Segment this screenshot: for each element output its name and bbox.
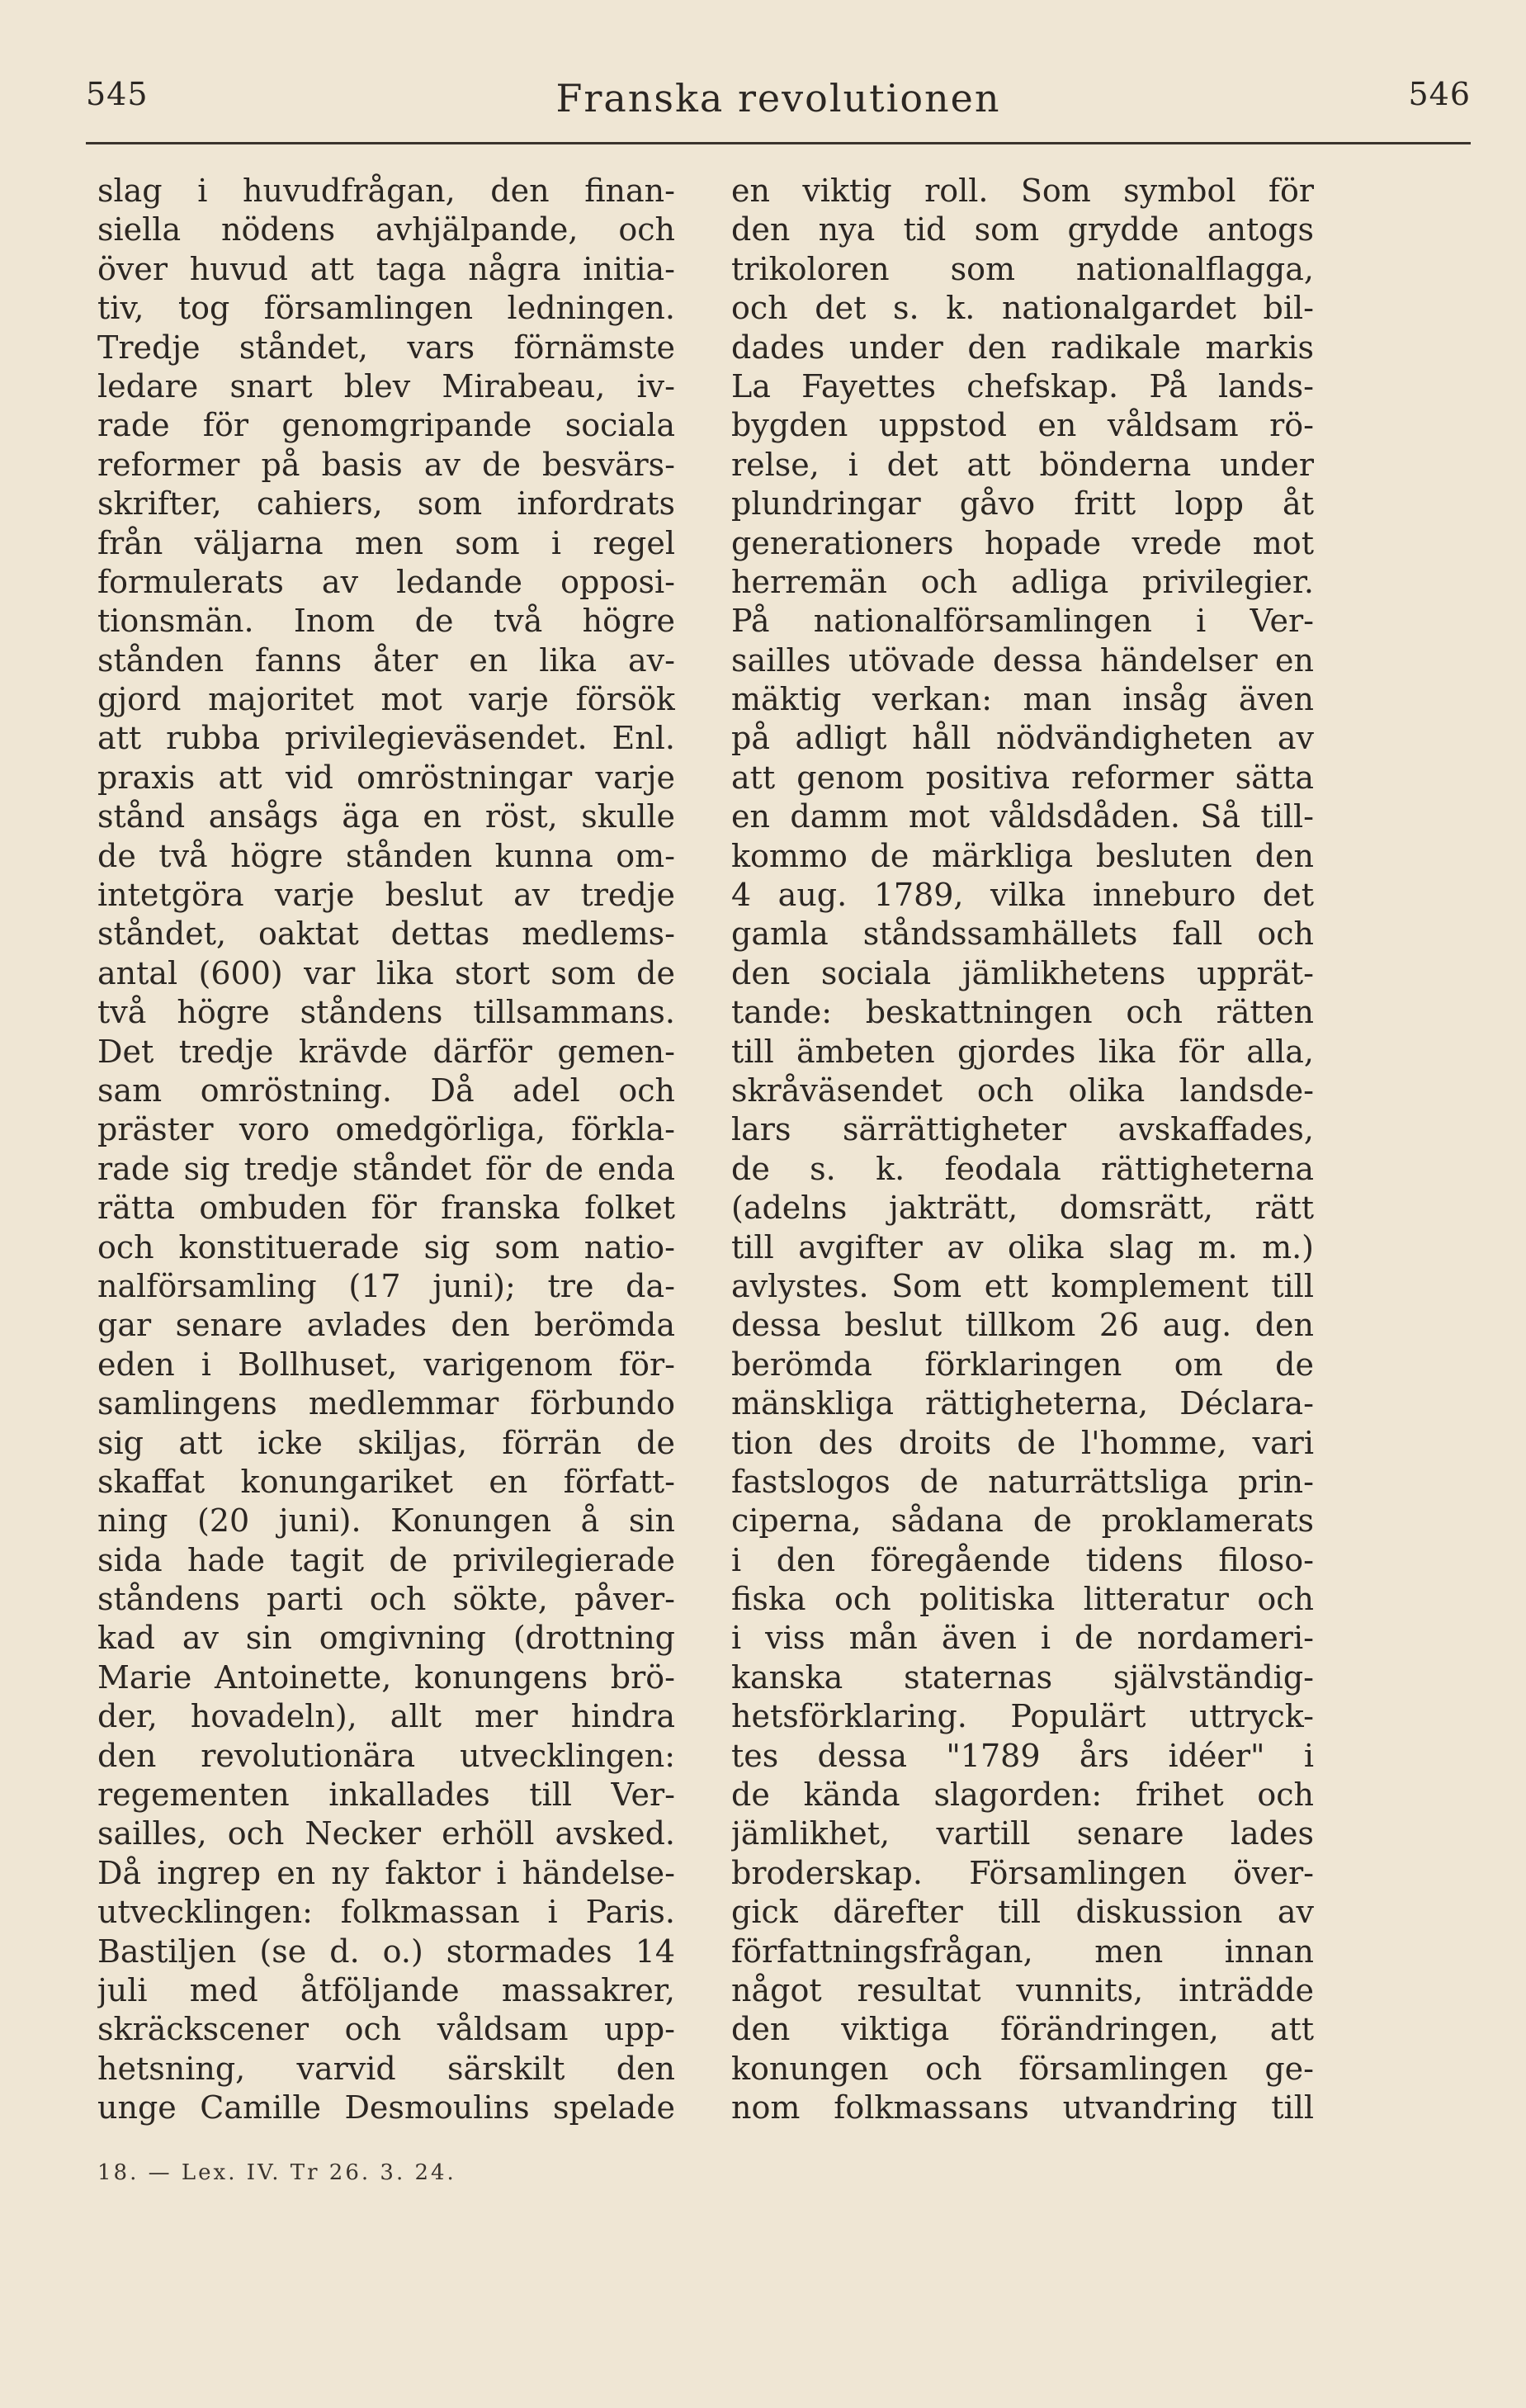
text-line: kanska staternas självständig- (731, 1658, 1314, 1696)
text-line: kad av sin omgivning (drottning (97, 1620, 675, 1657)
text-line: skrifter, cahiers, som infordrats (97, 485, 675, 523)
text-line: eden i Bollhuset, varigenom för- (97, 1346, 675, 1383)
page-number-left: 545 (86, 76, 149, 112)
text-line: intetgöra varje beslut av tredje (97, 877, 675, 914)
text-line: ledare snart blev Mirabeau, iv- (97, 367, 675, 404)
text-line: regementen inkallades till Ver- (97, 1776, 675, 1814)
text-line: stånden fanns åter en lika av- (97, 641, 675, 679)
text-line: juli med åtföljande massakrer, (97, 1971, 675, 2008)
text-line: de s. k. feodala rättigheterna (731, 1150, 1314, 1187)
text-line: konungen och församlingen ge- (731, 2050, 1314, 2087)
text-line: till ämbeten gjordes lika för alla, (731, 1033, 1314, 1070)
text-line: mänskliga rättigheterna, Déclara- (731, 1385, 1314, 1422)
text-line: till avgifter av olika slag m. m.) (731, 1228, 1314, 1266)
text-line: lars särrättigheter avskaffades, (731, 1111, 1314, 1148)
text-line: trikoloren som nationalflagga, (731, 250, 1314, 287)
text-line: berömda förklaringen om de (731, 1346, 1314, 1383)
text-line: den revolutionära utvecklingen: (97, 1737, 675, 1774)
text-line: tes dessa "1789 års idéer" i (731, 1737, 1314, 1774)
page-number-right: 546 (1408, 76, 1471, 112)
text-line: sam omröstning. Då adel och (97, 1072, 675, 1109)
text-line: sida hade tagit de privilegierade (97, 1541, 675, 1578)
text-line: och det s. k. nationalgardet bil- (731, 290, 1314, 327)
text-line: relse, i det att bönderna under (731, 446, 1314, 483)
text-line: sailles, och Necker erhöll avsked. (97, 1815, 675, 1852)
text-line: den nya tid som grydde antogs (731, 211, 1314, 248)
text-line: två högre ståndens tillsammans. (97, 994, 675, 1031)
text-line: 4 aug. 1789, vilka inneburo det (731, 877, 1314, 914)
text-line: dades under den radikale markis (731, 329, 1314, 366)
text-line: formulerats av ledande opposi- (97, 563, 675, 600)
text-line: samlingens medlemmar förbundo (97, 1385, 675, 1422)
text-line: stånd ansågs äga en röst, skulle (97, 798, 675, 835)
text-line: Bastiljen (se d. o.) stormades 14 (97, 1933, 675, 1970)
text-line: Tredje ståndet, vars förnämste (97, 329, 675, 366)
text-line: La Fayettes chefskap. På lands- (731, 367, 1314, 404)
text-line: kommo de märkliga besluten den (731, 837, 1314, 874)
text-line: Marie Antoinette, konungens brö- (97, 1658, 675, 1696)
text-line: tiv, tog församlingen ledningen. (97, 290, 675, 327)
text-line: ning (20 juni). Konungen å sin (97, 1502, 675, 1540)
text-line: från väljarna men som i regel (97, 524, 675, 561)
text-line: i den föregående tidens filoso- (731, 1541, 1314, 1578)
text-line: antal (600) var lika stort som de (97, 954, 675, 991)
text-line: gar senare avlades den berömda (97, 1307, 675, 1344)
text-line: rade för genomgripande sociala (97, 407, 675, 444)
text-line: Då ingrep en ny faktor i händelse- (97, 1854, 675, 1891)
text-line: siella nödens avhjälpande, och (97, 211, 675, 248)
text-line: ståndens parti och sökte, påver- (97, 1581, 675, 1618)
text-line: plundringar gåvo fritt lopp åt (731, 485, 1314, 523)
text-line: att rubba privilegieväsendet. Enl. (97, 720, 675, 757)
text-line: sig att icke skiljas, förrän de (97, 1424, 675, 1461)
text-line: gick därefter till diskussion av (731, 1894, 1314, 1931)
text-line: (adelns jakträtt, domsrätt, rätt (731, 1190, 1314, 1227)
text-line: på adligt håll nödvändigheten av (731, 720, 1314, 757)
text-line: rätta ombuden för franska folket (97, 1190, 675, 1227)
text-line: broderskap. Församlingen över- (731, 1854, 1314, 1891)
text-line: att genom positiva reformer sätta (731, 759, 1314, 796)
text-line: avlystes. Som ett komplement till (731, 1267, 1314, 1304)
text-line: Det tredje krävde därför gemen- (97, 1033, 675, 1070)
text-line: skaffat konungariket en författ- (97, 1463, 675, 1500)
text-line: utvecklingen: folkmassan i Paris. (97, 1894, 675, 1931)
text-line: nalförsamling (17 juni); tre da- (97, 1267, 675, 1304)
text-line: reformer på basis av de besvärs- (97, 446, 675, 483)
text-line: praxis att vid omröstningar varje (97, 759, 675, 796)
running-header (86, 76, 1471, 134)
text-line: rade sig tredje ståndet för de enda (97, 1150, 675, 1187)
text-line: fiska och politiska litteratur och (731, 1581, 1314, 1618)
right-text-column (731, 172, 1314, 2128)
text-line: präster voro omedgörliga, förkla- (97, 1111, 675, 1148)
text-line: generationers hopade vrede mot (731, 524, 1314, 561)
running-title: Franska revolutionen (555, 76, 1001, 121)
text-line: gamla ståndssamhällets fall och (731, 915, 1314, 953)
text-line: en viktig roll. Som symbol för (731, 173, 1314, 209)
text-line: de kända slagorden: frihet och (731, 1776, 1314, 1814)
text-line: jämlikhet, vartill senare lades (731, 1815, 1314, 1852)
text-line: tionsmän. Inom de två högre (97, 603, 675, 640)
text-line: sailles utövade dessa händelser en (731, 641, 1314, 679)
text-line: slag i huvudfrågan, den finan- (97, 173, 675, 209)
text-line: skråväsendet och olika landsde- (731, 1072, 1314, 1109)
text-line: den viktiga förändringen, att (731, 2011, 1314, 2048)
text-line: unge Camille Desmoulins spelade (97, 2089, 675, 2127)
text-line: hetsning, varvid särskilt den (97, 2050, 675, 2087)
text-line: herremän och adliga privilegier. (731, 563, 1314, 600)
text-line: skräckscener och våldsam upp- (97, 2011, 675, 2048)
text-line: gjord majoritet mot varje försök (97, 681, 675, 718)
text-line: och konstituerade sig som natio- (97, 1228, 675, 1266)
text-line: bygden uppstod en våldsam rö- (731, 407, 1314, 444)
left-text-column (97, 172, 675, 2128)
text-line: en damm mot våldsdåden. Så till- (731, 798, 1314, 835)
text-line: nom folkmassans utvandring till (731, 2089, 1314, 2127)
text-line: den sociala jämlikhetens upprät- (731, 954, 1314, 991)
text-line: de två högre stånden kunna om- (97, 837, 675, 874)
text-line: mäktig verkan: man insåg även (731, 681, 1314, 718)
text-line: ciperna, sådana de proklamerats (731, 1502, 1314, 1540)
text-line: tande: beskattningen och rätten (731, 994, 1314, 1031)
text-line: något resultat vunnits, inträdde (731, 1971, 1314, 2008)
text-line: På nationalförsamlingen i Ver- (731, 603, 1314, 640)
header-rule (86, 142, 1471, 144)
text-line: tion des droits de l'homme, vari (731, 1424, 1314, 1461)
text-line: hetsförklaring. Populärt uttryck- (731, 1698, 1314, 1735)
text-line: författningsfrågan, men innan (731, 1933, 1314, 1970)
text-line: ståndet, oaktat dettas medlems- (97, 915, 675, 953)
text-line: dessa beslut tillkom 26 aug. den (731, 1307, 1314, 1344)
printer-signature: 18. — Lex. IV. Tr 26. 3. 24. (97, 2160, 456, 2185)
text-line: der, hovadeln), allt mer hindra (97, 1698, 675, 1735)
text-line: fastslogos de naturrättsliga prin- (731, 1463, 1314, 1500)
text-line: över huvud att taga några initia- (97, 250, 675, 287)
text-line: i viss mån även i de nordameri- (731, 1620, 1314, 1657)
